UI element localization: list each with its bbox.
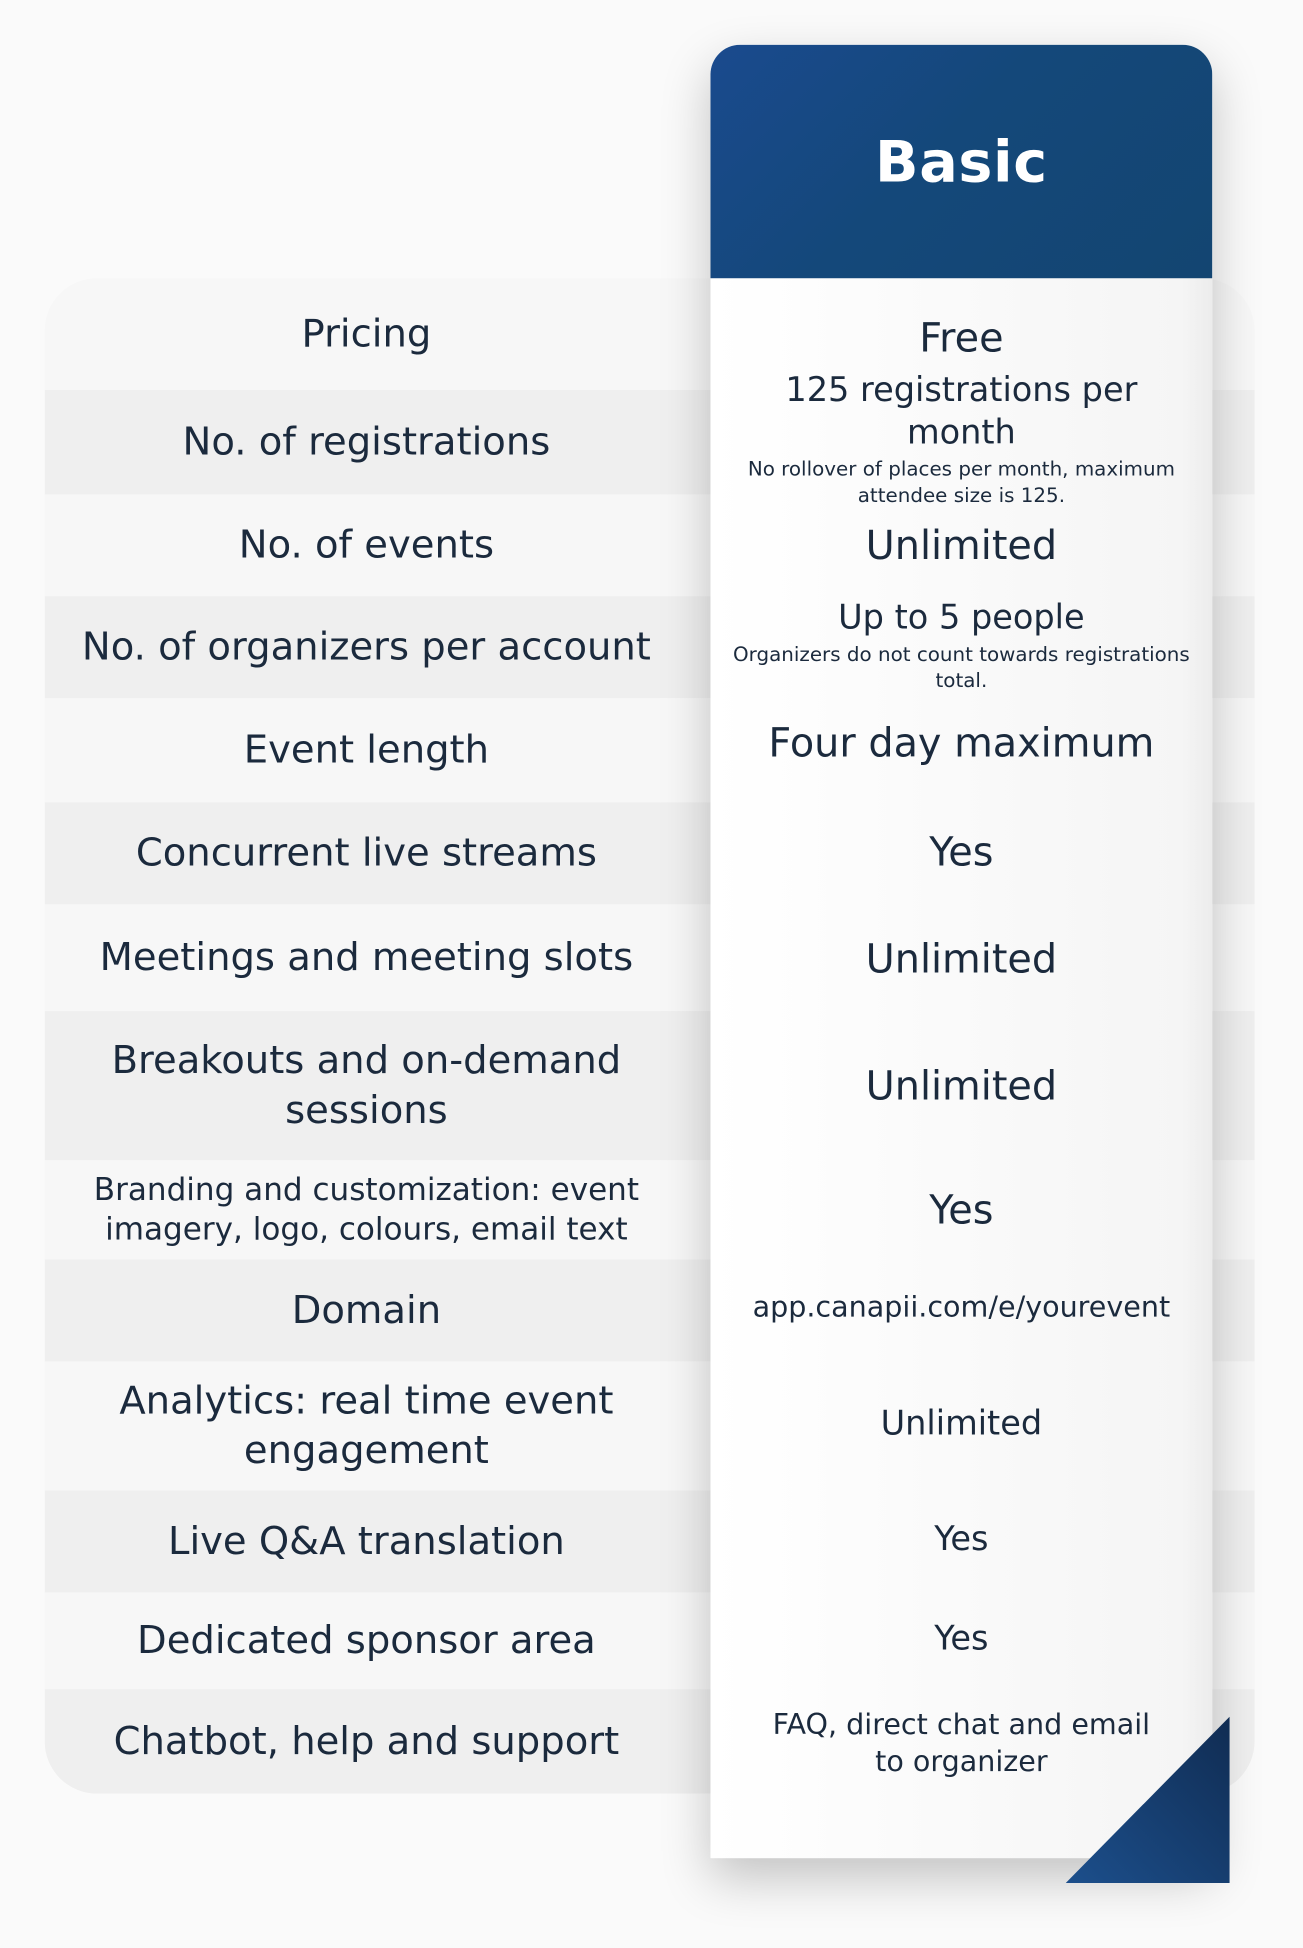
feature-label-analytics: Analytics: real time event engagement: [119, 1378, 614, 1474]
feature-label-pricing: Pricing: [301, 311, 432, 357]
value-cell-breakouts: [710, 1011, 1212, 1160]
value-live-streams: Yes: [929, 828, 994, 876]
feature-label-live-streams: Concurrent live streams: [135, 830, 597, 876]
feature-label-qa-translation: Live Q&A translation: [167, 1518, 565, 1564]
value-chatbot: FAQ, direct chat and email to organizer: [772, 1709, 1151, 1779]
value-breakouts: Unlimited: [865, 1061, 1058, 1110]
value-cell-registrations: [710, 371, 1212, 507]
value-qa-translation: Yes: [934, 1520, 989, 1559]
value-cell-domain: [710, 1259, 1212, 1358]
value-cell-analytics: [710, 1361, 1212, 1488]
plan-card-header: [710, 45, 1212, 279]
value-registrations: 125 registrations per month: [785, 371, 1138, 453]
value-sponsor-area: Yes: [934, 1619, 989, 1659]
value-cell-event-length: [710, 698, 1212, 787]
note-registrations: No rollover of places per month, maximum attendee size is 125.: [747, 457, 1175, 507]
feature-label-sponsor-area: Dedicated sponsor area: [137, 1618, 596, 1663]
feature-label-meetings: Meetings and meeting slots: [99, 935, 634, 980]
value-branding: Yes: [929, 1186, 994, 1234]
value-meetings: Unlimited: [865, 935, 1058, 983]
value-cell-pricing: [710, 303, 1212, 373]
value-domain: app.canapii.com/e/yourevent: [752, 1291, 1171, 1325]
value-cell-organizers: [710, 594, 1212, 698]
feature-label-registrations: No. of registrations: [182, 419, 551, 465]
value-cell-qa-translation: [710, 1491, 1212, 1590]
value-analytics: Unlimited: [880, 1404, 1043, 1444]
feature-label-breakouts: Breakouts and on-demand sessions: [111, 1038, 622, 1133]
feature-label-domain: Domain: [291, 1287, 442, 1333]
feature-label-branding: Branding and customization: event imagery, logo, colours, email text: [93, 1171, 640, 1248]
value-cell-branding: [710, 1160, 1212, 1259]
value-events: Unlimited: [865, 521, 1058, 569]
feature-label-chatbot: Chatbot, help and support: [113, 1718, 620, 1764]
value-cell-events: [710, 494, 1212, 596]
feature-label-event-length: Event length: [243, 727, 490, 773]
page-curl-icon: [1066, 1717, 1230, 1883]
value-cell-live-streams: [710, 802, 1212, 901]
value-cell-sponsor-area: [710, 1590, 1212, 1689]
note-organizers: Organizers do not count towards registrations total.: [733, 642, 1190, 692]
value-event-length: Four day maximum: [768, 719, 1155, 767]
feature-label-organizers: No. of organizers per account: [81, 624, 651, 670]
plan-title: Basic: [875, 127, 1048, 196]
value-organizers: Up to 5 people: [838, 599, 1085, 638]
feature-label-events: No. of events: [238, 522, 495, 568]
value-pricing: Free: [919, 314, 1004, 362]
value-cell-meetings: [710, 907, 1212, 1011]
